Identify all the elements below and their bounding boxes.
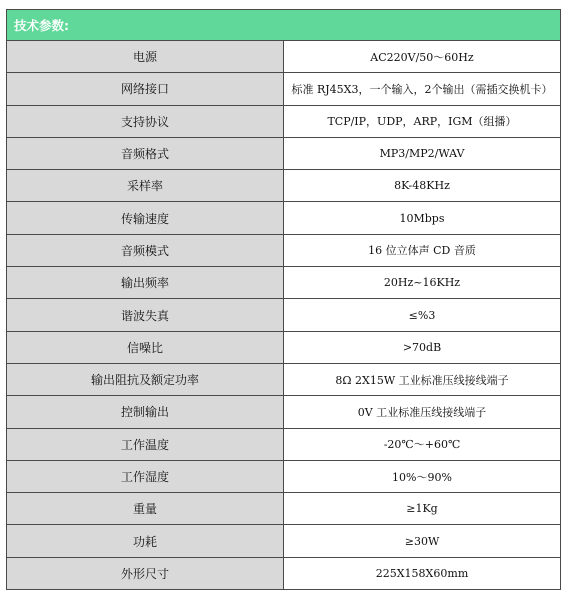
table-row: [7, 428, 561, 460]
table-row: [7, 267, 561, 299]
spec-label: 采样率: [7, 170, 284, 202]
spec-value: -20℃～+60℃: [284, 428, 561, 460]
spec-value: AC220V/50～60Hz: [284, 41, 561, 73]
spec-value: ≥30W: [284, 525, 561, 557]
spec-label: 音频格式: [7, 137, 284, 169]
table-row: [7, 493, 561, 525]
spec-header-row: [7, 10, 561, 41]
spec-label: 输出频率: [7, 267, 284, 299]
spec-value: 标准 RJ45X3，一个输入，2个输出（需插交换机卡）: [284, 73, 561, 105]
spec-value: 0V 工业标准压线接线端子: [284, 396, 561, 428]
spec-label: 输出阻抗及额定功率: [7, 363, 284, 395]
spec-label: 音频模式: [7, 234, 284, 266]
spec-label: 工作温度: [7, 428, 284, 460]
spec-label: 网络接口: [7, 73, 284, 105]
table-row: [7, 525, 561, 557]
table-row: [7, 396, 561, 428]
table-row: [7, 299, 561, 331]
table-row: [7, 41, 561, 73]
table-row: [7, 105, 561, 137]
spec-value: ≥1Kg: [284, 493, 561, 525]
table-row: [7, 460, 561, 492]
spec-label: 控制输出: [7, 396, 284, 428]
table-row: [7, 170, 561, 202]
spec-value: 10%～90%: [284, 460, 561, 492]
spec-label: 外形尺寸: [7, 557, 284, 589]
spec-label: 重量: [7, 493, 284, 525]
spec-value: 20Hz~16KHz: [284, 267, 561, 299]
spec-label: 支持协议: [7, 105, 284, 137]
table-row: [7, 73, 561, 105]
table-row: [7, 202, 561, 234]
spec-value: 10Mbps: [284, 202, 561, 234]
spec-value: >70dB: [284, 331, 561, 363]
spec-value: ≤%3: [284, 299, 561, 331]
spec-title: 技术参数:: [7, 10, 561, 41]
spec-label: 传输速度: [7, 202, 284, 234]
spec-label: 功耗: [7, 525, 284, 557]
table-row: [7, 331, 561, 363]
spec-value: MP3/MP2/WAV: [284, 137, 561, 169]
spec-label: 谐波失真: [7, 299, 284, 331]
spec-value: 225X158X60mm: [284, 557, 561, 589]
spec-label: 工作湿度: [7, 460, 284, 492]
spec-value: TCP/IP，UDP，ARP，IGM（组播）: [284, 105, 561, 137]
spec-value: 8Ω 2X15W 工业标准压线接线端子: [284, 363, 561, 395]
table-row: [7, 234, 561, 266]
spec-label: 电源: [7, 41, 284, 73]
spec-value: 16 位立体声 CD 音质: [284, 234, 561, 266]
table-row: [7, 137, 561, 169]
spec-label: 信噪比: [7, 331, 284, 363]
table-row: [7, 557, 561, 589]
spec-table: [6, 9, 561, 590]
spec-value: 8K-48KHz: [284, 170, 561, 202]
table-row: [7, 363, 561, 395]
